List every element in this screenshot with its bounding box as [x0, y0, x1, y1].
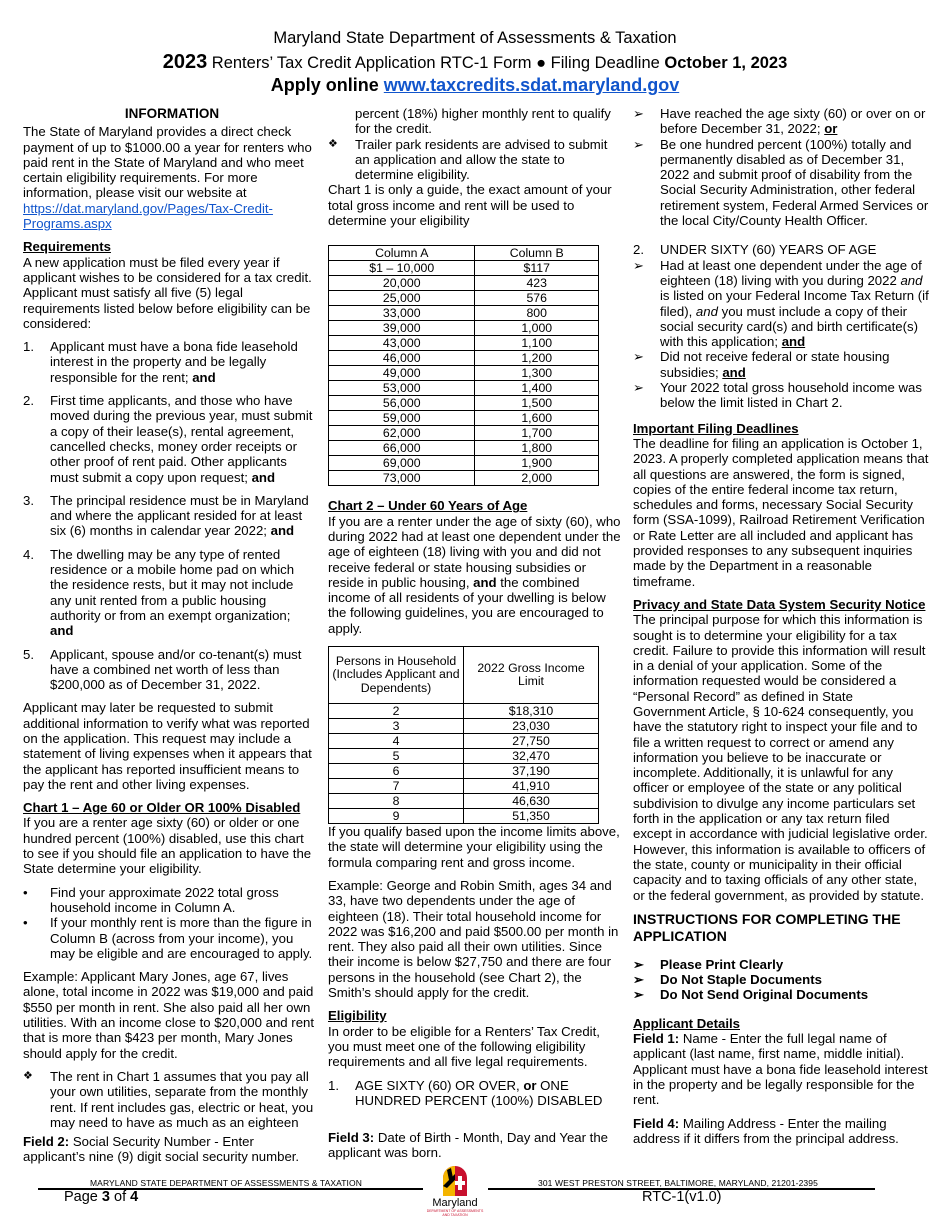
field1-description — [633, 1031, 929, 1107]
requirement-text: Applicant, spouse and/or co-tenant(s) must have a combined net worth of less than $200,000 as of December 31, 2022. — [50, 646, 302, 693]
rent-cell: 1,800 — [475, 441, 599, 456]
chart1-guide: Chart 1 is only a guide, the exact amount of your total gross income and rent will be used to determine your eligibility — [328, 182, 612, 229]
table-row — [329, 764, 599, 779]
diamond-bullet-icon: ❖ — [328, 137, 338, 150]
bullet-text: Had at least one dependent under the age of eighteen (18) living with you during 2022 — [660, 257, 922, 288]
privacy-heading: Privacy and State Data System Security Notice — [633, 596, 926, 612]
maryland-logo — [425, 1166, 485, 1226]
eligibility-option-2 — [633, 242, 929, 257]
form-year: 2023 — [162, 51, 208, 73]
income-cell: 33,000 — [329, 306, 475, 321]
filing-deadline: October 1, 2023 — [664, 54, 788, 72]
table-row — [329, 704, 599, 719]
table-row — [329, 396, 599, 411]
elig2-bullet — [633, 258, 929, 350]
field4-label: Field 4: — [633, 1115, 680, 1131]
requirement-text: First time applicants, and those who have moved during the previous year, must submit a copy of their lease(s), rental agreement, cancelled checks, money order receipts or other proof of rent paid. Other applicants must submit a copy upon request; — [50, 393, 313, 485]
field1-label: Field 1: — [633, 1031, 680, 1047]
footer-agency: MARYLAND STATE DEPARTMENT OF ASSESSMENTS & TAXATION — [90, 1178, 362, 1188]
instruction-text: Please Print Clearly — [660, 956, 784, 972]
field1-text: Name - Enter the full legal name of applicant (last name, first name, middle initial). Applicant must have a bona fide leasehold interest in the property and be legally responsible for the rent. — [633, 1031, 928, 1108]
table-row — [329, 441, 599, 456]
table-row — [329, 749, 599, 764]
table-row — [329, 794, 599, 809]
field4-text: Mailing Address - Enter the mailing address if it differs from the principal address. — [633, 1115, 899, 1146]
persons-cell: 5 — [329, 749, 464, 764]
income-limit-cell: 32,470 — [464, 749, 599, 764]
income-cell: 69,000 — [329, 456, 475, 471]
table-row — [329, 366, 599, 381]
maryland-flag-icon — [425, 1166, 485, 1196]
persons-cell: 6 — [329, 764, 464, 779]
requirement-and: and — [50, 623, 74, 639]
requirement-item — [23, 493, 315, 539]
list-number: 1. — [23, 339, 34, 355]
field2-label: Field 2: — [23, 1134, 70, 1150]
chart2-intro-a: If you are a renter under the age of sixty (60), who during 2022 had at least one dependent under the age of eighteen (18) living with you and did not receive federal or state housing subsidies or reside in public housing, — [328, 513, 621, 590]
diamond-bullet-icon: ❖ — [23, 1069, 33, 1082]
arrow-bullet-icon: ➢ — [633, 956, 645, 972]
privacy-text: The principal purpose for which this information is sought is to determine your eligibility for a tax credit. Failure to provide this information will result in a denial of your application. Some of the information requested would be considered a “Personal Record” as defined in State Government Article, § 10-624 consequently, you have the statutory right to inspect your file and to file a written request to correct or amend any information you believe to be inaccurate or incomplete. Additionally, it is unlawful for any officer or employee of the state or any political subdivision to divulge any income particulars set forth in the application or any tax return filed except in accordance with judicial legislative order. However, this information is available to officers of the state, county or municipality in their official capacity and to taxing officials of any other state, or the federal government, as provided by statute. — [633, 612, 928, 903]
list-number: 4. — [23, 546, 34, 562]
table-row — [329, 809, 599, 824]
table-row — [329, 426, 599, 441]
income-limit-cell: 23,030 — [464, 719, 599, 734]
bullet-text: Did not receive federal or state housing subsidies; — [660, 349, 890, 380]
field2-text: Social Security Number - Enter applicant’s nine (9) digit social security number. — [23, 1134, 300, 1165]
table-row — [329, 336, 599, 351]
arrow-bullet-icon: ➢ — [633, 380, 645, 396]
page-prefix: Page — [64, 1189, 102, 1205]
chart1-intro: If you are a renter age sixty (60) or older or one hundred percent (100%) disabled, use this chart to see if you should file an application to have the State determine your eligibility. — [23, 815, 312, 877]
list-number: 1. — [328, 1077, 339, 1093]
income-limit-cell: 37,190 — [464, 764, 599, 779]
elig1-text-b: ONE HUNDRED PERCENT (100%) DISABLED — [355, 1077, 603, 1108]
income-cell: 39,000 — [329, 321, 475, 336]
chart2-heading: Chart 2 – Under 60 Years of Age — [328, 498, 528, 514]
form-title-text: Renters’ Tax Credit Application RTC-1 Form ● Filing Deadline — [207, 54, 665, 72]
income-cell: 25,000 — [329, 291, 475, 306]
income-cell: 49,000 — [329, 366, 475, 381]
example-smith: Example: George and Robin Smith, ages 34 and 33, have two dependents under the age of eighteen (18). Their total household income for 2022 was $16,200 and paid $500.00 per month in rent. They also paid all their own utilities. Since their income is below $27,750 and there are four persons in the household (see Chart 2), the Smith’s should apply for the credit. — [328, 877, 619, 1001]
income-cell: 59,000 — [329, 411, 475, 426]
bullet-or: or — [824, 121, 838, 137]
arrow-bullet-icon: ➢ — [633, 136, 645, 152]
arrow-bullet-icon: ➢ — [633, 106, 645, 121]
eligibility-heading: Eligibility — [328, 1008, 387, 1024]
applicant-details-heading: Applicant Details — [633, 1015, 740, 1031]
utilities-note — [23, 1069, 315, 1130]
column-1 — [23, 106, 315, 1165]
instruction-item — [633, 957, 929, 972]
persons-header: Persons in Household (Includes Applicant and Dependents) — [329, 647, 464, 704]
trailer-note-text: Trailer park residents are advised to submit an application and allow the state to determine eligibility. — [355, 136, 608, 183]
requirement-text: The dwelling may be any type of rented residence or a mobile home pad on which the residence rests, but it may not include any unit rented from a public housing authority or from an exempt organization; — [50, 546, 295, 623]
persons-cell: 7 — [329, 779, 464, 794]
list-number: 5. — [23, 646, 34, 662]
table-row — [329, 381, 599, 396]
apply-online — [0, 74, 950, 96]
italic-and: and — [900, 272, 923, 288]
field2-description — [23, 1134, 315, 1165]
tax-credit-programs-link[interactable]: https://dat.maryland.gov/Pages/Tax-Credit-Programs.aspx — [23, 200, 273, 232]
rent-cell: 1,700 — [475, 426, 599, 441]
income-limit-cell: 51,350 — [464, 809, 599, 824]
arrow-bullet-icon: ➢ — [633, 972, 645, 988]
rent-cell: 1,200 — [475, 351, 599, 366]
elig1-or: or — [523, 1077, 537, 1093]
logo-text: Maryland — [432, 1197, 478, 1210]
elig1-text-a: AGE SIXTY (60) OR OVER, — [355, 1077, 524, 1093]
rent-cell: 1,100 — [475, 336, 599, 351]
rent-cell: 1,400 — [475, 381, 599, 396]
eligibility-option-1 — [328, 1078, 623, 1109]
bullet-and: and — [781, 334, 806, 350]
bullet-text: you must include a copy of their social security card(s) and birth certificate(s) with this application; — [660, 303, 918, 350]
column-2 — [328, 106, 623, 1161]
chart2-table — [328, 646, 599, 824]
income-limit-cell: $18,310 — [464, 704, 599, 719]
income-limit-cell: 27,750 — [464, 734, 599, 749]
page-mid: of — [109, 1189, 131, 1205]
bullet-text: is listed on your Federal Income Tax Return (if filed), — [660, 288, 929, 319]
rent-cell: $117 — [475, 261, 599, 276]
persons-cell: 3 — [329, 719, 464, 734]
table-row — [329, 276, 599, 291]
page-number — [64, 1190, 138, 1205]
agency-title: Maryland State Department of Assessments & Taxation — [273, 29, 677, 47]
table-row — [329, 719, 599, 734]
chart2-intro — [328, 514, 623, 636]
bullet-text: Your 2022 total gross household income was below the limit listed in Chart 2. — [660, 380, 922, 411]
requirement-item — [23, 647, 315, 693]
field3-label: Field 3: — [328, 1130, 375, 1146]
utilities-note-text: The rent in Chart 1 assumes that you pay all your own utilities, separate from the monthly rent. If rent includes gas, electric or heat, you may need to have as much as an eighteen — [50, 1068, 314, 1130]
field3-description — [328, 1130, 623, 1161]
form-title — [0, 51, 950, 74]
page-current: 3 — [101, 1189, 110, 1205]
table-row — [329, 351, 599, 366]
list-number: 2. — [23, 393, 34, 409]
apply-online-label: Apply online — [270, 75, 384, 95]
requirement-item — [23, 393, 315, 485]
bullet-text: Be one hundred percent (100%) totally and permanently disabled as of December 31, 2022 and submit proof of disability from the Social Security Administration, other federal retirement system, Federal Armed Services or the local City/County Health Officer. — [660, 136, 929, 229]
rent-cell: 800 — [475, 306, 599, 321]
chart2-intro-b: the combined income of all residents of your dwelling is below the following guidelines, you are encouraged to apply. — [328, 574, 606, 636]
field3-text: Date of Birth - Month, Day and Year the applicant was born. — [328, 1130, 609, 1161]
table-row — [329, 321, 599, 336]
table-row — [329, 306, 599, 321]
qualify-text: If you qualify based upon the income limits above, the state will determine your eligibility using the formula comparing rent and gross income. — [328, 824, 620, 870]
rent-cell: 1,900 — [475, 456, 599, 471]
bullet-icon: • — [23, 884, 28, 900]
requirement-text: The principal residence must be in Maryland and where the applicant resided for at least six (6) months in calendar year 2022; — [50, 492, 309, 539]
eligibility-text: In order to be eligible for a Renters’ Tax Credit, you must meet one of the following eligibility requirements and all five legal requirements. — [328, 1023, 600, 1070]
instruction-item — [633, 987, 929, 1002]
chart2-intro-and: and — [473, 574, 497, 590]
income-limit-header: 2022 Gross Income Limit — [464, 647, 599, 704]
footer-address: 301 WEST PRESTON STREET, BALTIMORE, MARYLAND, 21201-2395 — [538, 1178, 818, 1188]
elig2-heading: UNDER SIXTY (60) YEARS OF AGE — [660, 242, 877, 258]
income-cell: 66,000 — [329, 441, 475, 456]
chart1-heading: Chart 1 – Age 60 or Older OR 100% Disabled — [23, 800, 301, 816]
table-row — [329, 471, 599, 486]
instructions-heading: INSTRUCTIONS FOR COMPLETING THE APPLICATION — [633, 910, 901, 944]
deadlines-heading: Important Filing Deadlines — [633, 420, 799, 436]
rent-cell: 423 — [475, 276, 599, 291]
requirement-and: and — [192, 369, 216, 385]
table-row — [329, 734, 599, 749]
income-cell: 62,000 — [329, 426, 475, 441]
information-text — [23, 124, 315, 231]
utilities-note-continued — [328, 106, 623, 137]
elig2-bullet — [633, 380, 929, 411]
chart1-bullet — [23, 915, 315, 961]
example-mary-jones: Example: Applicant Mary Jones, age 67, lives alone, total income in 2022 was $19,000 and paid $550 per month in rent. She also paid all her own utilities. With an income close to $20,000 and rent that is more than $423 per month, Mary Jones should apply for the credit. — [23, 969, 315, 1061]
column-b-header: Column B — [475, 246, 599, 261]
information-body: The State of Maryland provides a direct check payment of up to $1000.00 a year for renters who paid rent in the State of Maryland and who meet certain eligibility requirements. For more information, please visit our website at — [23, 124, 312, 201]
requirements-intro: A new application must be filed every year if applicant wishes to be considered for a tax credit. Applicant must satisfy all five (5) legal requirements listed below before eligibility can be considered: — [23, 254, 312, 331]
rent-cell: 576 — [475, 291, 599, 306]
page-total: 4 — [130, 1189, 139, 1205]
column-3 — [633, 106, 929, 1146]
income-cell: 53,000 — [329, 381, 475, 396]
form-code: RTC-1(v1.0) — [642, 1189, 722, 1205]
bullet-and: and — [722, 364, 746, 380]
income-cell: 43,000 — [329, 336, 475, 351]
income-cell: 20,000 — [329, 276, 475, 291]
persons-cell: 2 — [329, 704, 464, 719]
requirement-item — [23, 547, 315, 639]
requirements-heading: Requirements — [23, 239, 111, 255]
trailer-note — [328, 137, 623, 183]
list-number: 3. — [23, 492, 34, 508]
rent-cell: 1,300 — [475, 366, 599, 381]
list-number: 2. — [633, 242, 644, 258]
utilities-note-cont-text: percent (18%) higher monthly rent to qualify for the credit. — [355, 106, 611, 137]
arrow-bullet-icon: ➢ — [633, 987, 645, 1003]
verification-text: Applicant may later be requested to submit additional information to verify what was reported on the application. This request may include a statement of living expenses when it appears that the applicant has reported insufficient means to pay the rent and other living expenses. — [23, 700, 312, 792]
income-cell: 56,000 — [329, 396, 475, 411]
elig1-bullet — [633, 106, 929, 137]
elig2-bullet — [633, 349, 929, 380]
elig1-bullet — [633, 137, 929, 229]
rent-cell: 1,600 — [475, 411, 599, 426]
arrow-bullet-icon: ➢ — [633, 349, 645, 365]
instruction-text: Do Not Send Original Documents — [660, 987, 869, 1003]
apply-online-link[interactable]: www.taxcredits.sdat.maryland.gov — [383, 75, 680, 95]
bullet-text: Find your approximate 2022 total gross household income in Column A. — [50, 884, 279, 915]
italic-and: and — [695, 303, 718, 319]
requirement-item — [23, 339, 315, 385]
requirement-and: and — [251, 469, 276, 485]
income-limit-cell: 41,910 — [464, 779, 599, 794]
table-row — [329, 261, 599, 276]
income-cell: 46,000 — [329, 351, 475, 366]
table-header-row — [329, 647, 599, 704]
persons-cell: 8 — [329, 794, 464, 809]
table-row — [329, 779, 599, 794]
rent-cell: 1,500 — [475, 396, 599, 411]
income-cell: 73,000 — [329, 471, 475, 486]
requirement-text: Applicant must have a bona fide leasehold interest in the property and be legally responsible for the rent; — [50, 339, 298, 385]
chart1-bullet — [23, 885, 315, 916]
bullet-icon: • — [23, 915, 28, 931]
table-row — [329, 411, 599, 426]
rent-cell: 2,000 — [475, 471, 599, 486]
bullet-text: Have reached the age sixty (60) or over on or before December 31, 2022; — [660, 106, 926, 137]
table-row — [329, 456, 599, 471]
column-a-header: Column A — [329, 246, 475, 261]
information-heading: INFORMATION — [124, 106, 220, 121]
bullet-text: If your monthly rent is more than the figure in Column B (across from your income), you may be eligible and are encouraged to apply. — [50, 915, 313, 961]
persons-cell: 4 — [329, 734, 464, 749]
rent-cell: 1,000 — [475, 321, 599, 336]
chart1-table — [328, 245, 599, 486]
requirement-and: and — [270, 523, 295, 539]
logo-subtext: DEPARTMENT OF ASSESSMENTS AND TAXATION — [426, 1209, 484, 1218]
income-cell: $1 – 10,000 — [329, 261, 475, 276]
income-limit-cell: 46,630 — [464, 794, 599, 809]
persons-cell: 9 — [329, 809, 464, 824]
deadlines-text: The deadline for filing an application is October 1, 2023. A properly completed application means that all questions are answered, the form is signed, copies of the entire federal income tax return, schedules and forms, necessary Social Security form (SSA-1099), Railroad Retirement Verification or Rate Letter are all included and applicant has provided responses to any subsequent inquiries made by the Department in a reasonable timeframe. — [633, 435, 929, 589]
table-row — [329, 291, 599, 306]
field4-description — [633, 1116, 929, 1147]
arrow-bullet-icon: ➢ — [633, 257, 645, 273]
table-header-row — [329, 246, 599, 261]
instruction-text: Do Not Staple Documents — [660, 972, 822, 988]
instruction-item — [633, 972, 929, 987]
